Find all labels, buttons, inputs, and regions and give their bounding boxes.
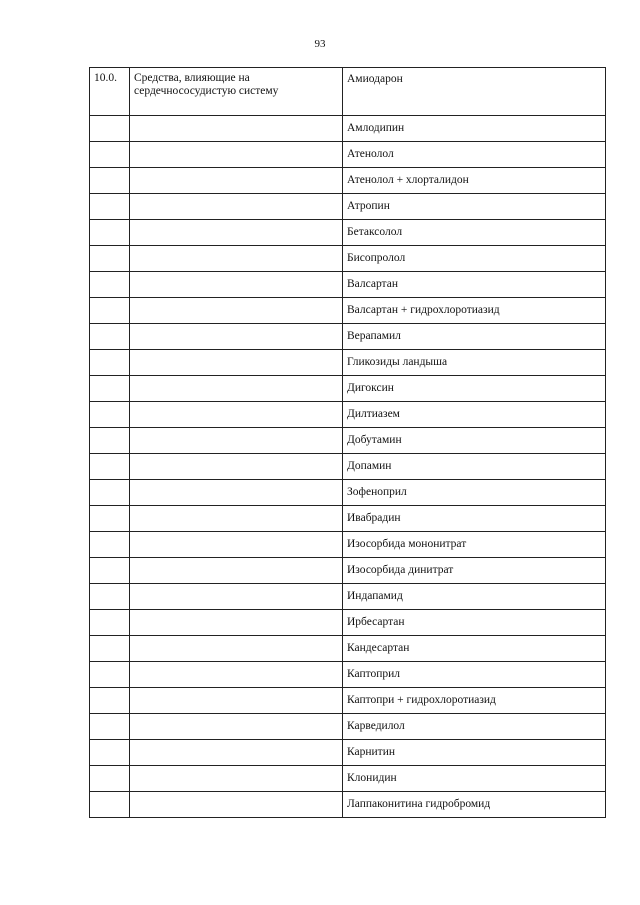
table-row (90, 662, 606, 688)
drug-table (89, 67, 606, 818)
table-row (90, 142, 606, 168)
drug-name: Лаппаконитина гидробромид (343, 792, 606, 818)
section-number-cell (90, 480, 130, 506)
drug-name: Каптопри + гидрохлоротиазид (343, 688, 606, 714)
table-row (90, 506, 606, 532)
section-number-cell (90, 792, 130, 818)
section-title-cell (130, 116, 343, 142)
section-title-cell (130, 636, 343, 662)
section-number-cell (90, 688, 130, 714)
drug-name: Верапамил (343, 324, 606, 350)
drug-name: Допамин (343, 454, 606, 480)
section-number-cell (90, 558, 130, 584)
table-row (90, 246, 606, 272)
drug-name: Зофеноприл (343, 480, 606, 506)
section-number-cell (90, 662, 130, 688)
section-number-cell (90, 246, 130, 272)
section-number-cell (90, 376, 130, 402)
table-row (90, 766, 606, 792)
table-row (90, 714, 606, 740)
section-number: 10.0. (90, 68, 130, 116)
drug-name: Добутамин (343, 428, 606, 454)
section-title-cell (130, 714, 343, 740)
drug-name: Изосорбида динитрат (343, 558, 606, 584)
section-number-cell (90, 168, 130, 194)
section-title-cell (130, 220, 343, 246)
table-row (90, 792, 606, 818)
table-row (90, 532, 606, 558)
section-title-cell (130, 194, 343, 220)
drug-table-body (90, 68, 606, 818)
section-number-cell (90, 766, 130, 792)
table-row (90, 350, 606, 376)
drug-name: Валсартан (343, 272, 606, 298)
table-row (90, 272, 606, 298)
page-number: 93 (314, 38, 326, 50)
section-number-cell (90, 116, 130, 142)
drug-name: Гликозиды ландыша (343, 350, 606, 376)
section-title-cell (130, 766, 343, 792)
drug-name: Клонидин (343, 766, 606, 792)
section-number-cell (90, 298, 130, 324)
section-title-cell (130, 428, 343, 454)
section-number-cell (90, 610, 130, 636)
table-row (90, 740, 606, 766)
section-number-cell (90, 584, 130, 610)
table-row (90, 688, 606, 714)
section-number-cell (90, 506, 130, 532)
table-row (90, 220, 606, 246)
section-title-cell (130, 740, 343, 766)
drug-name: Кандесартан (343, 636, 606, 662)
section-number-cell (90, 636, 130, 662)
drug-name: Атенолол + хлорталидон (343, 168, 606, 194)
drug-name: Дилтиазем (343, 402, 606, 428)
drug-name: Изосорбида мононитрат (343, 532, 606, 558)
section-title-cell (130, 532, 343, 558)
section-title-cell (130, 610, 343, 636)
drug-name: Индапамид (343, 584, 606, 610)
drug-name: Каптоприл (343, 662, 606, 688)
section-title-cell (130, 168, 343, 194)
table-row (90, 480, 606, 506)
section-title-cell (130, 558, 343, 584)
table-row (90, 376, 606, 402)
drug-name: Ирбесартан (343, 610, 606, 636)
section-title: Средства, влияющие на сердечнососудистую систему (130, 68, 343, 116)
table-row (90, 610, 606, 636)
section-title-cell (130, 324, 343, 350)
table-row (90, 68, 606, 116)
table-row (90, 168, 606, 194)
table-row (90, 116, 606, 142)
drug-name: Атропин (343, 194, 606, 220)
section-title-cell (130, 792, 343, 818)
table-row (90, 402, 606, 428)
section-title-cell (130, 298, 343, 324)
drug-name: Атенолол (343, 142, 606, 168)
drug-name: Карведилол (343, 714, 606, 740)
drug-name: Ивабрадин (343, 506, 606, 532)
drug-name: Дигоксин (343, 376, 606, 402)
section-title-cell (130, 662, 343, 688)
drug-name: Карнитин (343, 740, 606, 766)
section-number-cell (90, 142, 130, 168)
section-title-cell (130, 480, 343, 506)
drug-name: Бисопролол (343, 246, 606, 272)
table-row (90, 194, 606, 220)
section-number-cell (90, 220, 130, 246)
section-title-cell (130, 272, 343, 298)
section-number-cell (90, 714, 130, 740)
drug-name: Валсартан + гидрохлоротиазид (343, 298, 606, 324)
section-number-cell (90, 532, 130, 558)
section-number-cell (90, 194, 130, 220)
table-row (90, 298, 606, 324)
section-title-cell (130, 454, 343, 480)
section-number-cell (90, 324, 130, 350)
section-number-cell (90, 740, 130, 766)
drug-name: Бетаксолол (343, 220, 606, 246)
section-number-cell (90, 272, 130, 298)
table-row (90, 584, 606, 610)
section-number-cell (90, 454, 130, 480)
drug-name: Амлодипин (343, 116, 606, 142)
table-row (90, 454, 606, 480)
section-title-cell (130, 350, 343, 376)
table-row (90, 428, 606, 454)
section-number-cell (90, 350, 130, 376)
section-title-cell (130, 142, 343, 168)
section-title-cell (130, 376, 343, 402)
table-row (90, 636, 606, 662)
section-title-cell (130, 506, 343, 532)
table-row (90, 324, 606, 350)
section-number-cell (90, 428, 130, 454)
section-title-cell (130, 688, 343, 714)
section-number-cell (90, 402, 130, 428)
section-title-cell (130, 584, 343, 610)
section-title-cell (130, 402, 343, 428)
drug-name: Амиодарон (343, 68, 606, 116)
table-row (90, 558, 606, 584)
section-title-cell (130, 246, 343, 272)
